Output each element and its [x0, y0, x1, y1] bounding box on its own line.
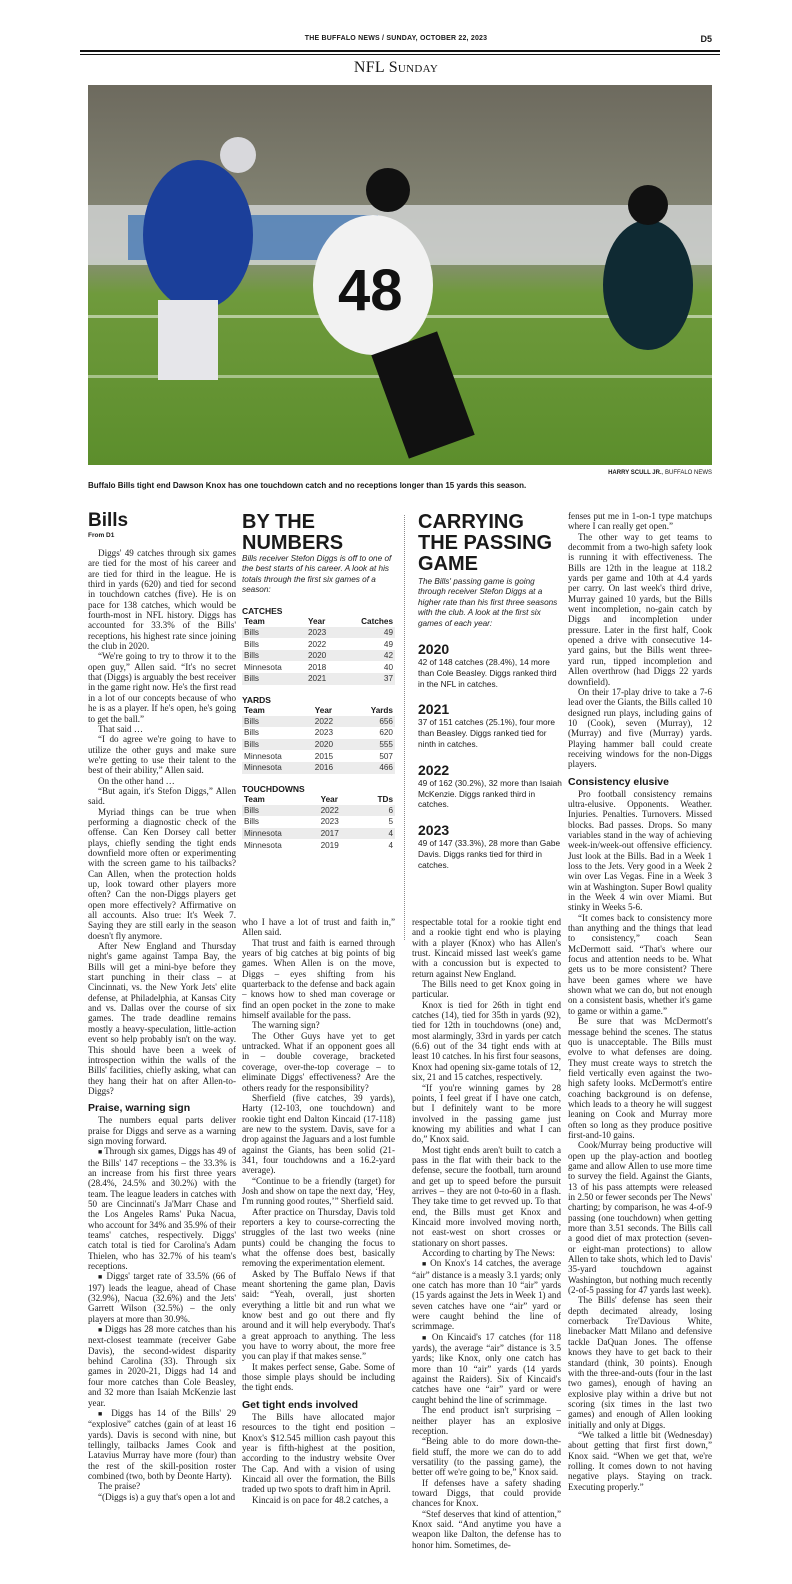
subhead: Get tight ends involved	[242, 1398, 359, 1411]
paragraph: After practice on Thursday, Davis told reporters a key to course-correcting the struggles of the last two weeks (nine punts) could be changing the focus to what the offense does best, basically removing the experimentation element.	[242, 1206, 395, 1269]
paragraph: “But again, it's Stefon Diggs,” Allen said.	[88, 785, 236, 807]
table-cell: 4	[359, 828, 395, 840]
column-header: Year	[308, 616, 326, 626]
table-row	[242, 638, 395, 650]
year-heading: 2023	[418, 822, 450, 839]
table-cell: 5	[388, 817, 393, 827]
year-summary: 37 of 151 catches (25.1%), four more than Beasley. Diggs ranked tied for ninth in catches.	[418, 717, 555, 750]
year-heading: 2021	[418, 701, 450, 718]
table-row	[242, 839, 395, 851]
section-title: NFL Sunday	[353, 59, 439, 76]
table-row	[242, 673, 395, 685]
table-cell: 620	[379, 728, 393, 738]
game-photo	[88, 85, 712, 465]
bullet-paragraph: ■ Diggs has 14 of the Bills' 29 “explosive” catches (gain of at least 16 yards). Davis is second with nine, but tellingly, tailbacks James Cook and Latavius Murray have more (four) than the rest of the skill-position roster combined (two, both by Deonte Harty).	[88, 1408, 236, 1481]
table-cell: 42	[340, 650, 395, 662]
subhead: Consistency elusive	[568, 775, 669, 788]
by-the-numbers-box	[242, 512, 395, 851]
story-column-1	[88, 548, 236, 1563]
column-header: Year	[314, 705, 333, 715]
paragraph: “Stef deserves that kind of attention,” Knox said. “And anytime you have a weapon like Dalton, the defense has to honor him. Sometimes, de-	[412, 1508, 561, 1550]
table-cell: Minnesota	[242, 828, 319, 840]
table-cell: Bills	[242, 716, 313, 728]
column-header: Team	[244, 705, 265, 715]
table-cell: Bills	[244, 728, 260, 738]
column-header: Team	[244, 794, 265, 804]
paragraph: It makes perfect sense, Gabe. Some of those simple plays should be including the tight ends.	[242, 1361, 395, 1393]
table-cell: Bills	[244, 817, 260, 827]
table-row	[242, 739, 395, 751]
photographer: HARRY SCULL JR.	[608, 470, 662, 476]
column-header: Team	[244, 616, 265, 626]
paragraph: Be sure that was McDermott's message behind the scenes. The status quo is unacceptable. The Bills must evolve to what defenses are doing. They must create ways to stretch the field vertically even against the two-high safety looks. McDermott's entire coaching background is on defense, which leads to a theory he will suggest leaning on Cook and Murray more often so long as they produce positive first-and-10 gains.	[568, 1016, 712, 1140]
photo-credit	[608, 470, 712, 476]
table-label: TOUCHDOWNS	[242, 783, 305, 794]
by-the-numbers-title: BY THE NUMBERS	[242, 511, 344, 554]
header-rule-thin	[80, 54, 720, 55]
table-cell: 656	[350, 716, 395, 728]
paragraph: After New England and Thursday night's game against Tampa Bay, the Bills will get a mini-bye before they start punching in their class – at Cincinnati, vs. the New York Jets' elite defense, at Philadelphia, at Kansas City and vs. Dallas over the course of six games. The trade deadline remains mostly a heavy-speculation, little-action event so help probably isn't on the way. This should have been a week of introspection within the walls of the Bills' facilities, chiefly asking, what can they hang their hat on after Allen-to-Diggs?	[88, 941, 236, 1096]
year-summary: 49 of 147 (33.3%), 28 more than Gabe Davis. Diggs ranks tied for third in catches.	[418, 838, 561, 870]
paragraph: The Bills' defense has seen their depth decimated already, losing cornerback Tre'Davious White, linebacker Matt Milano and defensive tackle DaQuan Jones. The offense knows they have to get back to their standard (think, 30 points). Enough with the three-and-outs (four in the last two games), enough of having an explosive play within a drive but not scoring (six times in the last two games) and enough of Allen looking initially and only at Diggs.	[568, 1295, 712, 1430]
paragraph: That trust and faith is earned through years of big catches at big points of big games. When Allen is on the move, Diggs – eyes shifting from his quarterback to the defense and back again – knows how to shed man coverage or find an open pocket in the zone to make himself available for the pass.	[242, 937, 395, 1021]
stats-table	[242, 616, 395, 685]
table-cell: 49	[383, 639, 393, 649]
paragraph: Myriad things can be true when performing a diagnostic check of the offense. Can Ken Dorsey call better plays, chiefly sending the tight ends downfield more often or experimenting with the screen game to his tailbacks? Can Allen, when the protection holds up, look toward other players more often? Can the non-Diggs players get open more effectively? Affirmative on all accounts. Also true: It's Week 7. Saying they are still early in the season doesn't fly anymore.	[88, 806, 236, 941]
table-cell: 49	[340, 627, 395, 639]
year-heading: 2022	[418, 761, 450, 778]
table-cell: Bills	[242, 650, 306, 662]
story-column-3	[412, 917, 561, 1562]
table-cell: 2020	[306, 650, 340, 662]
year-summary: 42 of 148 catches (28.4%), 14 more than Cole Beasley. Diggs ranked third in the NFL in catches.	[418, 657, 557, 689]
paragraph: Cook/Murray being productive will open up the play-action and bootleg game and allow Allen to use more time to survey the field. Against the Giants, 13 of his pass attempts were released in 2.50 or fewer seconds per The News' charting; by comparison, he was 4-of-9 passing (one touchdown) when getting more than 3.51 seconds. The Bills call a good diet of max protection (seven- or eight-man protections) to allow Allen to take shots, which led to Davis' 35-yard touchdown against Washington, but nothing much recently (2-of-5 passing for 47 yards last week).	[568, 1140, 712, 1296]
bullet-paragraph: ■ On Knox's 14 catches, the average “air” distance is a measly 3.1 yards; only one catch has more than 10 “air” yards (15 yards against the Jets in Week 1) and seven catches have one “air” yard or were caught behind the line of scrimmage.	[412, 1258, 561, 1331]
year-summary: 49 of 162 (30.2%), 32 more than Isaiah McKenzie. Diggs ranked third in catches.	[418, 777, 562, 810]
table-row	[242, 762, 395, 774]
carrying-box	[418, 512, 563, 871]
year-heading: 2020	[418, 641, 450, 658]
page-number: D5	[700, 34, 712, 44]
table-row	[242, 816, 395, 828]
table-row	[242, 828, 395, 840]
table-cell: 2023	[306, 627, 340, 639]
table-row	[242, 650, 395, 662]
table-cell: 4	[388, 840, 393, 850]
table-row	[242, 627, 395, 639]
paragraph: Sherfield (five catches, 39 yards), Harty (12-103, one touchdown) and rookie tight end Dalton Kincaid (17-118) are new to the system. Davis, save for a drop against the Jaguars and a lost fumble against the Giants, has been solid (21-341, four touchdowns and a 16.2-yard average).	[242, 1092, 395, 1176]
paragraph: According to charting by The News:	[422, 1248, 555, 1258]
paragraph: Diggs' 49 catches through six games are tied for the most of his career and are tied for third in the league. He is third in yards (620) and tied for second in touchdown catches (five). He is on pace for 138 catches, which would be fourth-most in NFL history. Diggs has accounted for 33.3% of the Bills' receptions, his highest rate since joining the club in 2020.	[88, 548, 236, 652]
column-header: Year	[320, 794, 338, 804]
table-row	[242, 661, 395, 673]
table-row	[242, 750, 395, 762]
paragraph: “We talked a little bit (Wednesday) about getting that first first down,” Knox said. “When we get that, we're rolling. It comes down to not having negative plays. Staying on track. Executing properly.”	[568, 1429, 712, 1492]
table-cell: Minnesota	[244, 751, 282, 761]
column-header: Yards	[370, 705, 393, 715]
table-cell: 6	[359, 805, 395, 817]
bullet-paragraph: ■ Through six games, Diggs has 49 of the Bills' 147 receptions – the 33.3% is an increase from his first three years (28.4%, 24.5% and 30.2%) with the team. The league leaders in catches with 50 are Cincinnati's Ja'Marr Chase and the Los Angeles Rams' Puka Nacua, who account for 34% and 35.9% of their teams' catches, respectively. Diggs' catch total is tied for Carolina's Adam Thielen, who has 32.7% of his team's receptions.	[88, 1146, 236, 1271]
bullet-paragraph: ■ Diggs' target rate of 33.5% (66 of 197) leads the league, ahead of Chase (32.9%), Nacua (32.6%) and the Jets' Garrett Wilson (32.5%) – the only players at more than 30.9%.	[88, 1271, 236, 1324]
table-cell: Bills	[244, 639, 260, 649]
bullet-paragraph: ■ Diggs has 28 more catches than his next-closest teammate (receiver Gabe Davis), the second-widest disparity behind Carolina (33). Through six games in 2020-21, Diggs had 14 and four more catches than Cole Beasley, and 32 more than Isaiah McKenzie last year.	[88, 1324, 236, 1408]
stats-table	[242, 794, 395, 851]
table-cell: 2019	[320, 840, 339, 850]
paragraph: Asked by The Buffalo News if that meant shortening the game plan, Davis said: “Yeah, overall, just shorten everything a little bit and run what we know best and go out there and fly around and it will help everybody. That's a great approach to anything. The less you have to worry about, the more free you can play if that makes sense.”	[242, 1268, 395, 1362]
table-cell: 2022	[308, 639, 327, 649]
table-cell: 2022	[313, 716, 351, 728]
table-cell: 2016	[313, 762, 351, 774]
story-headline: Bills	[88, 510, 129, 531]
table-label: YARDS	[242, 694, 271, 705]
paragraph: If defenses have a safety shading toward Diggs, that could provide chances for Knox.	[412, 1477, 561, 1509]
paragraph: Knox is tied for 26th in tight end catches (14), tied for 35th in yards (92), tied for 12th in touchdowns (one) and, most alarmingly, 33rd in yards per catch (6.6) out of the 34 tight ends with at least 10 catches. In his first four seasons, Knox had opening six-game totals of 12, six, 21 and 15 catches, respectively.	[412, 999, 561, 1083]
table-cell: Minnesota	[244, 662, 282, 672]
paragraph: Pro football consistency remains ultra-elusive. Opponents. Weather. Injuries. Penalties. Turnovers. Missed blocks. Bad passes. Drops. So many variables stand in the way of achieving week-in/week-out offensive efficiency. Just look at the Bills. Bad in a Week 1 loss to the Jets. Very good in a Week 2 win over Las Vegas. Fine in a Week 3 win at Washington. Super Bowl quality in the Week 4 win over Miami. But stinky in Weeks 5-6.	[568, 788, 712, 913]
paragraph: The Other Guys have yet to get untracked. What if an opponent goes all in – double coverage, bracketed coverage, over-the-top coverage – to eliminate Diggs' effectiveness? Are the others ready for the responsibility?	[242, 1030, 395, 1093]
table-cell: 555	[350, 739, 395, 751]
table-cell: 2015	[314, 751, 333, 761]
paragraph: “Being able to do more down-the-field stuff, the more we can do to add versatility (to the passing game), the better off we're going to be,” Knox said.	[412, 1436, 561, 1478]
paragraph: “(Diggs is) a guy that's open a lot and	[98, 1491, 236, 1502]
table-cell: Bills	[242, 627, 306, 639]
table-cell: 466	[350, 762, 395, 774]
carrying-title: CARRYING THE PASSING GAME	[418, 511, 553, 575]
table-cell: 2020	[313, 739, 351, 751]
table-cell: Bills	[242, 673, 306, 685]
table-cell: 37	[340, 673, 395, 685]
paragraph: respectable total for a rookie tight end and a rookie tight end who is playing with a player (Knox) who has Allen's trust. Kincaid missed last week's game with a concussion but is expected to return against New England.	[412, 917, 561, 979]
carrying-dek: The Bills' passing game is going through receiver Stefon Diggs at a higher rate than his first three seasons with the club. A look at the first six games of each year:	[418, 577, 558, 628]
table-cell: 2023	[314, 728, 333, 738]
column-header: TDs	[377, 794, 393, 804]
story-column-4	[568, 511, 712, 1563]
table-label: CATCHES	[242, 605, 283, 616]
table-cell: 2017	[319, 828, 360, 840]
paragraph: The numbers equal parts deliver praise for Diggs and serve as a warning sign moving forward.	[88, 1115, 236, 1146]
table-cell: Bills	[242, 805, 319, 817]
header-rule	[80, 50, 720, 52]
subhead: Praise, warning sign	[88, 1102, 191, 1115]
paragraph: The warning sign?	[252, 1020, 320, 1031]
paragraph: “Continue to be a friendly (target) for Josh and show on tape the next day, ‘Hey, I'm running good routes,’” Sherfield said.	[242, 1175, 395, 1207]
table-cell: 40	[383, 662, 393, 672]
paragraph: On their 17-play drive to take a 7-6 lead over the Giants, the Bills called 10 designed run plays, including gains of 10 (Cook), seven (Murray), 12 (Murray) and five (Murray) yards. Playing hammer ball could create receiving windows for the non-Diggs players.	[568, 686, 712, 770]
paragraph: The Bills need to get Knox going in particular.	[412, 979, 561, 1000]
sidebar-divider	[404, 515, 405, 940]
paragraph: who I have a lot of trust and faith in,” Allen said.	[242, 917, 395, 938]
paragraph: “If you're winning games by 28 points, I feel great if I have one catch, but I definitely want to be more involved in the passing game just knowing my abilities and what I can do,” Knox said.	[412, 1082, 561, 1145]
bullet-paragraph: ■ On Kincaid's 17 catches (for 118 yards), the average “air” distance is 3.5 yards; like Knox, only one catch has more than 10 “air” yards (14 yards against the Raiders). Six of Kincaid's catches have one “air” yard or were caught behind the line of scrimmage.	[412, 1332, 561, 1405]
by-the-numbers-dek: Bills receiver Stefon Diggs is off to one of the best starts of his career. A look at his totals through the first six games of a season:	[242, 554, 392, 595]
paragraph: “We're going to try to throw it to the open guy,” Allen said. “It's no secret that (Diggs) is arguably the best receiver in the game right now. He's the first read in a lot of our concepts because of who he is as a player. If he's open, he's going to get the ball.”	[88, 651, 236, 724]
table-cell: Minnesota	[242, 762, 313, 774]
paragraph: The other way to get teams to decommit from a two-high safety look is running it with effectiveness. The Bills are 12th in the league at 118.2 yards per game and 10th at 4.4 yards per carry. On last week's third drive, Murray gained 10 yards, but the Bills went incompletion, no-gain catch by Diggs and incompletion under pressure. Later in the first half, Cook opened a drive with consecutive 14-yard gains, but the Bills went three-yard run, tipped incompletion and Allen overthrow (had Diggs 22 yards downfield).	[568, 531, 712, 687]
paragraph: Most tight ends aren't built to catch a pass in the flat with their back to the defense, secure the football, turn around and get up to speed before the pursuit arrives – they are not 0-to-60 in a flash. They take time to get revved up. To that end, the Bills must get Knox and Kincaid more involved moving north, not east-west on short crosses or stationary on short passes.	[412, 1144, 561, 1248]
table-row	[242, 716, 395, 728]
paragraph: The praise?	[98, 1481, 141, 1492]
svg-text:48: 48	[338, 258, 403, 323]
table-row	[242, 727, 395, 739]
stats-table	[242, 705, 395, 774]
story-column-2	[242, 917, 395, 1562]
table-cell: Minnesota	[244, 840, 282, 850]
table-cell: 2023	[320, 817, 339, 827]
table-cell: 2022	[319, 805, 360, 817]
table-cell: Bills	[242, 739, 313, 751]
paragraph: On the other hand …	[98, 775, 175, 786]
table-cell: 2018	[308, 662, 327, 672]
paragraph: “I do agree we're going to have to utilize the other guys and make sure we're getting to use their talent to the best of their ability,” Allen said.	[88, 734, 236, 776]
paragraph: “It comes back to consistency more than anything and the things that lead to consistency,” coach Sean McDermott said. “That's where our focus and attention needs to be. What gets us to be more consistent? There have been games where we have shown what we can do, but not enough on a consistent basis, whether it's game to game or within a game.”	[568, 912, 712, 1016]
paragraph: Kincaid is on pace for 48.2 catches, a	[252, 1494, 389, 1505]
table-cell: 2021	[306, 673, 340, 685]
paragraph: The end product isn't surprising – neither player has an explosive reception.	[412, 1405, 561, 1436]
paragraph: fenses put me in 1-on-1 type matchups where I can really get open.”	[568, 511, 712, 532]
table-cell: 507	[379, 751, 393, 761]
column-header: Catches	[361, 616, 393, 626]
jump-line: From D1	[88, 532, 115, 539]
paragraph: That said …	[98, 723, 143, 734]
credit-org: , BUFFALO NEWS	[661, 470, 712, 476]
dateline: THE BUFFALO NEWS / SUNDAY, OCTOBER 22, 2023	[304, 35, 488, 42]
paragraph: The Bills have allocated major resources to the tight end position – Knox's $12.545 million cash payout this year is fifth-highest at the position, according to the industry website Over The Cap. And with a vision of using Kincaid all over the formation, the Bills traded up two spots to draft him in April.	[242, 1411, 395, 1495]
photo-caption: Buffalo Bills tight end Dawson Knox has one touchdown catch and no receptions longer than 15 yards this season.	[88, 481, 527, 490]
table-row	[242, 805, 395, 817]
